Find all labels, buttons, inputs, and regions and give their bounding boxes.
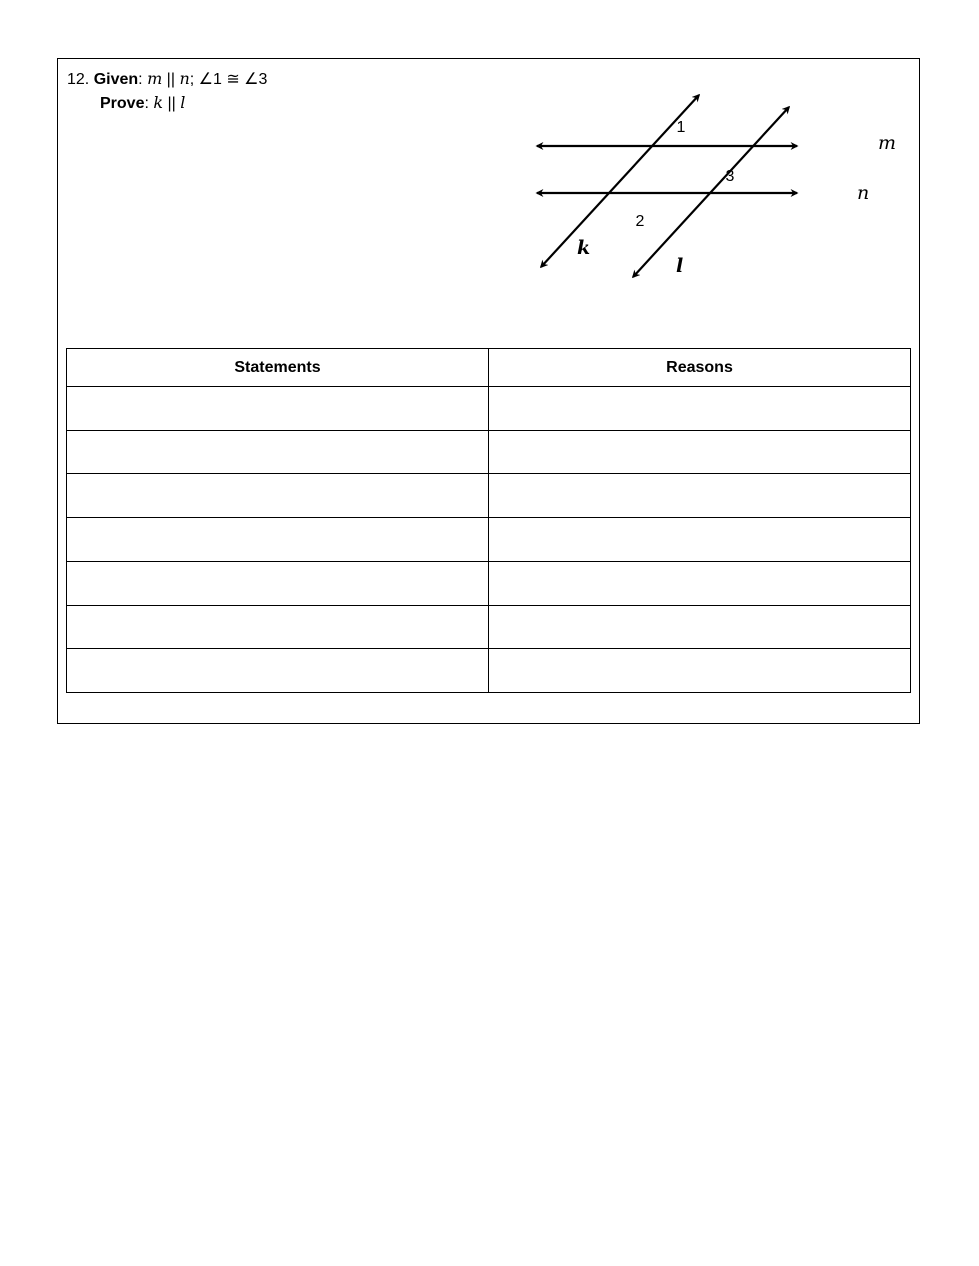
given-angle-congruence: ; ∠1 ≅ ∠3 (189, 71, 268, 88)
line-m-label: m (878, 132, 897, 154)
angle-2-label: 2 (635, 213, 645, 230)
prove-line-l: l (180, 93, 186, 112)
given-label: Given (93, 71, 139, 88)
reason-cell[interactable] (489, 605, 911, 649)
proof-table (66, 348, 911, 693)
statement-cell[interactable] (67, 430, 489, 474)
reason-cell[interactable] (489, 561, 911, 605)
reason-cell[interactable] (489, 649, 911, 693)
prove-statement: Prove: k || l (100, 93, 186, 112)
angle-3-label: 3 (725, 168, 735, 185)
prove-line-k: k (153, 93, 164, 112)
table-row (67, 605, 911, 649)
proof-table-header-row (67, 349, 911, 387)
statement-cell[interactable] (67, 474, 489, 518)
problem-number: 12. (67, 71, 90, 88)
table-row (67, 518, 911, 562)
given-statement: 12. Given: m || n; ∠1 ≅ ∠3 (67, 69, 268, 88)
parallel-lines-diagram (513, 87, 913, 317)
given-line-n: n (179, 69, 190, 88)
reason-cell[interactable] (489, 518, 911, 562)
given-line-m: m (147, 69, 163, 88)
reason-cell[interactable] (489, 430, 911, 474)
statement-cell[interactable] (67, 605, 489, 649)
reasons-header: Reasons (489, 349, 911, 387)
transversal-k (541, 95, 699, 267)
statement-cell[interactable] (67, 649, 489, 693)
line-n-label: n (857, 182, 870, 204)
statements-header: Statements (67, 349, 489, 387)
table-row (67, 387, 911, 431)
problem-box (57, 58, 920, 724)
statement-cell[interactable] (67, 561, 489, 605)
line-l-label: l (676, 255, 684, 277)
angle-1-label: 1 (676, 119, 686, 136)
reason-cell[interactable] (489, 387, 911, 431)
statement-cell[interactable] (67, 518, 489, 562)
line-k-label: k (577, 237, 591, 259)
statement-cell[interactable] (67, 387, 489, 431)
given-parallel-symbol: || (162, 71, 180, 88)
prove-label: Prove (100, 95, 145, 112)
table-row (67, 561, 911, 605)
prove-parallel-symbol: || (163, 95, 181, 112)
reason-cell[interactable] (489, 474, 911, 518)
table-row (67, 430, 911, 474)
table-row (67, 649, 911, 693)
table-row (67, 474, 911, 518)
